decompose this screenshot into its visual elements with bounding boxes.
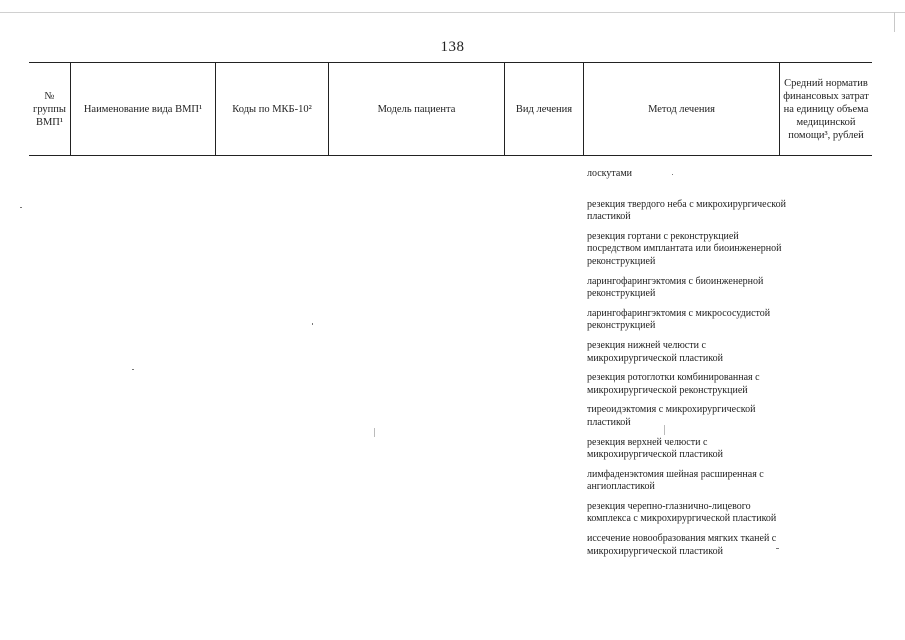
header-vmp-name: Наименование вида ВМП¹ bbox=[70, 63, 215, 155]
header-patient-model: Модель пациента bbox=[328, 63, 504, 155]
scan-speck bbox=[312, 323, 313, 325]
header-icd-codes: Коды по МКБ-10² bbox=[215, 63, 328, 155]
method-item: иссечение новообразования мягких тканей с микрохирургической пластикой bbox=[587, 533, 777, 557]
method-item: резекция гортани с реконструкцией посредством имплантата или биоинженерной реконструкцией bbox=[587, 230, 782, 267]
scan-speck bbox=[132, 369, 134, 370]
scan-edge-right bbox=[894, 12, 895, 32]
scan-speck bbox=[776, 548, 779, 549]
scan-speck bbox=[20, 207, 22, 208]
method-item: лоскутами bbox=[587, 168, 633, 179]
header-average-cost: Средний норматив финансовых затрат на единицу объема медицинской помощи³, рублей bbox=[779, 63, 872, 155]
header-treatment-type: Вид лечения bbox=[504, 63, 583, 155]
scan-speck bbox=[672, 174, 673, 175]
treatment-method-list bbox=[587, 168, 792, 565]
method-item: ларингофарингэктомия с микрососудистой реконструкцией bbox=[587, 307, 771, 332]
method-item: резекция твердого неба с микрохирургической пластикой bbox=[587, 198, 786, 223]
scan-edge-top bbox=[0, 12, 905, 13]
header-treatment-method: Метод лечения bbox=[583, 63, 779, 155]
scan-speck bbox=[664, 425, 665, 435]
page-number: 138 bbox=[440, 39, 465, 55]
method-item: резекция ротоглотки комбинированная с микрохирургической реконструкцией bbox=[587, 372, 760, 396]
method-item: тиреоидэктомия с микрохирургической пластикой bbox=[587, 404, 756, 428]
method-item: резекция нижней челюсти с микрохирургической пластикой bbox=[587, 339, 723, 364]
method-item: резекция верхней челюсти с микрохирургической пластикой bbox=[587, 436, 723, 461]
method-item: резекция черепно-глазнично-лицевого комплекса с микрохирургической пластикой bbox=[587, 500, 777, 525]
method-item: ларингофарингэктомия с биоинженерной реконструкцией bbox=[587, 275, 764, 300]
method-item: лимфаденэктомия шейная расширенная с ангиопластикой bbox=[587, 468, 764, 493]
header-group-number: № группы ВМП¹ bbox=[33, 90, 66, 128]
table-header bbox=[29, 62, 872, 156]
scan-speck bbox=[374, 428, 375, 437]
